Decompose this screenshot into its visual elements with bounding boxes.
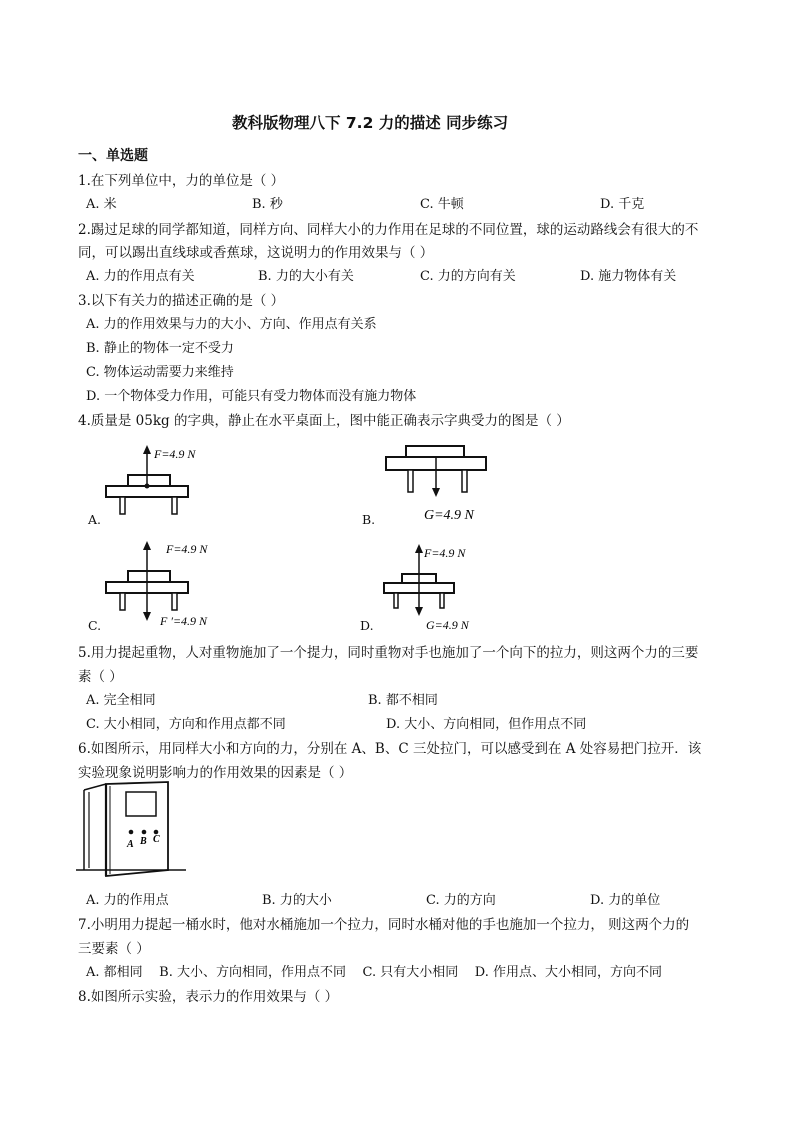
q7-options[interactable]: A. 都相同 B. 大小、方向相同，作用点不同 C. 只有大小相同 D. 作用点、大小相同，方向不同 (86, 965, 663, 980)
figure-b-label[interactable]: B. (362, 512, 376, 527)
question-6-stem-line1: 6.如图所示，用同样大小和方向的力，分别在 A、B、C 三处拉门，可以感受到在 A 处容易把门拉开．该 (78, 741, 702, 757)
q6-option-c[interactable]: C. 力的方向 (426, 893, 496, 908)
arrow-up-icon (415, 544, 423, 553)
figure-c-diagram (100, 535, 240, 630)
door-figure (76, 780, 186, 880)
arrow-down-icon (415, 607, 423, 616)
question-7-stem-line1: 7.小明用力提起一桶水时，他对水桶施加一个拉力，同时水桶对他的手也施加一个拉力， 则这两个力的 (78, 917, 690, 933)
figure-a-diagram (100, 440, 240, 520)
book-shape (128, 475, 170, 486)
question-2-stem-line1: 2.踢过足球的同学都知道，同样方向、同样大小的力作用在足球的不同位置，球的运动路线会有很大的不 (78, 222, 699, 238)
fig-c-force-down-label: F ′=4.9 N (160, 614, 208, 628)
figure-d-label[interactable]: D. (360, 618, 374, 633)
q2-option-c[interactable]: C. 力的方向有关 (420, 269, 516, 284)
q3-option-b[interactable]: B. 静止的物体一定不受力 (86, 341, 234, 356)
question-6-stem-line2: 实验现象说明影响力的作用效果的因素是（ ） (78, 765, 353, 781)
question-4-stem: 4.质量是 05kg 的字典，静止在水平桌面上，图中能正确表示字典受力的图是（ ） (78, 413, 570, 429)
figure-d-diagram (378, 538, 488, 633)
door-point-c: C (153, 834, 160, 845)
q2-option-b[interactable]: B. 力的大小有关 (258, 269, 354, 284)
arrow-down-icon (143, 612, 151, 621)
fig-c-force-up-label: F=4.9 N (166, 542, 208, 556)
q1-option-b[interactable]: B. 秒 (252, 197, 283, 212)
q2-option-a[interactable]: A. 力的作用点有关 (86, 269, 195, 284)
q2-option-d[interactable]: D. 施力物体有关 (580, 269, 677, 284)
fig-b-force-label: G=4.9 N (424, 508, 474, 523)
q5-option-b[interactable]: B. 都不相同 (368, 693, 438, 708)
q6-option-d[interactable]: D. 力的单位 (590, 893, 661, 908)
fig-d-force-down-label: G=4.9 N (426, 618, 469, 632)
section-heading: 一、单选题 (78, 148, 148, 164)
figure-c-label[interactable]: C. (88, 618, 102, 633)
q5-option-c[interactable]: C. 大小相同，方向和作用点都不同 (86, 717, 286, 732)
question-2-stem-line2: 同，可以踢出直线球或香蕉球，这说明力的作用效果与（ ） (78, 245, 434, 261)
q3-option-a[interactable]: A. 力的作用效果与力的大小、方向、作用点有关系 (86, 317, 377, 332)
door-point-a: A (127, 839, 134, 850)
door-window (126, 792, 156, 816)
question-5-stem-line1: 5.用力提起重物，人对重物施加了一个提力，同时重物对手也施加了一个向下的拉力，则这两个力的三要 (78, 645, 699, 661)
question-7-stem-line2: 三要素（ ） (78, 941, 150, 957)
page-title: 教科版物理八下 7.2 力的描述 同步练习 (232, 114, 509, 132)
q5-option-a[interactable]: A. 完全相同 (86, 693, 156, 708)
question-8-stem: 8.如图所示实验，表示力的作用效果与（ ） (78, 989, 339, 1005)
q6-option-b[interactable]: B. 力的大小 (262, 893, 332, 908)
arrow-down-icon (432, 488, 440, 497)
question-5-stem-line2: 素（ ） (78, 669, 123, 685)
q3-option-d[interactable]: D. 一个物体受力作用，可能只有受力物体而没有施力物体 (86, 389, 417, 404)
q3-option-c[interactable]: C. 物体运动需要力来维持 (86, 365, 234, 380)
figure-a-label[interactable]: A. (88, 512, 102, 527)
q6-option-a[interactable]: A. 力的作用点 (86, 893, 169, 908)
q1-option-a[interactable]: A. 米 (86, 197, 117, 212)
arrow-up-icon (143, 445, 151, 454)
q1-option-d[interactable]: D. 千克 (600, 197, 645, 212)
question-3-stem: 3.以下有关力的描述正确的是（ ） (78, 293, 285, 309)
q5-option-d[interactable]: D. 大小、方向相同，但作用点不同 (386, 717, 587, 732)
fig-a-force-label: F=4.9 N (154, 447, 196, 461)
fig-d-force-up-label: F=4.9 N (424, 546, 466, 560)
figure-b-diagram (380, 440, 510, 525)
arrow-up-icon (143, 541, 151, 550)
question-1-stem: 1.在下列单位中，力的单位是（ ） (78, 173, 285, 189)
door-point-b: B (140, 836, 147, 847)
q1-option-c[interactable]: C. 牛顿 (420, 197, 464, 212)
